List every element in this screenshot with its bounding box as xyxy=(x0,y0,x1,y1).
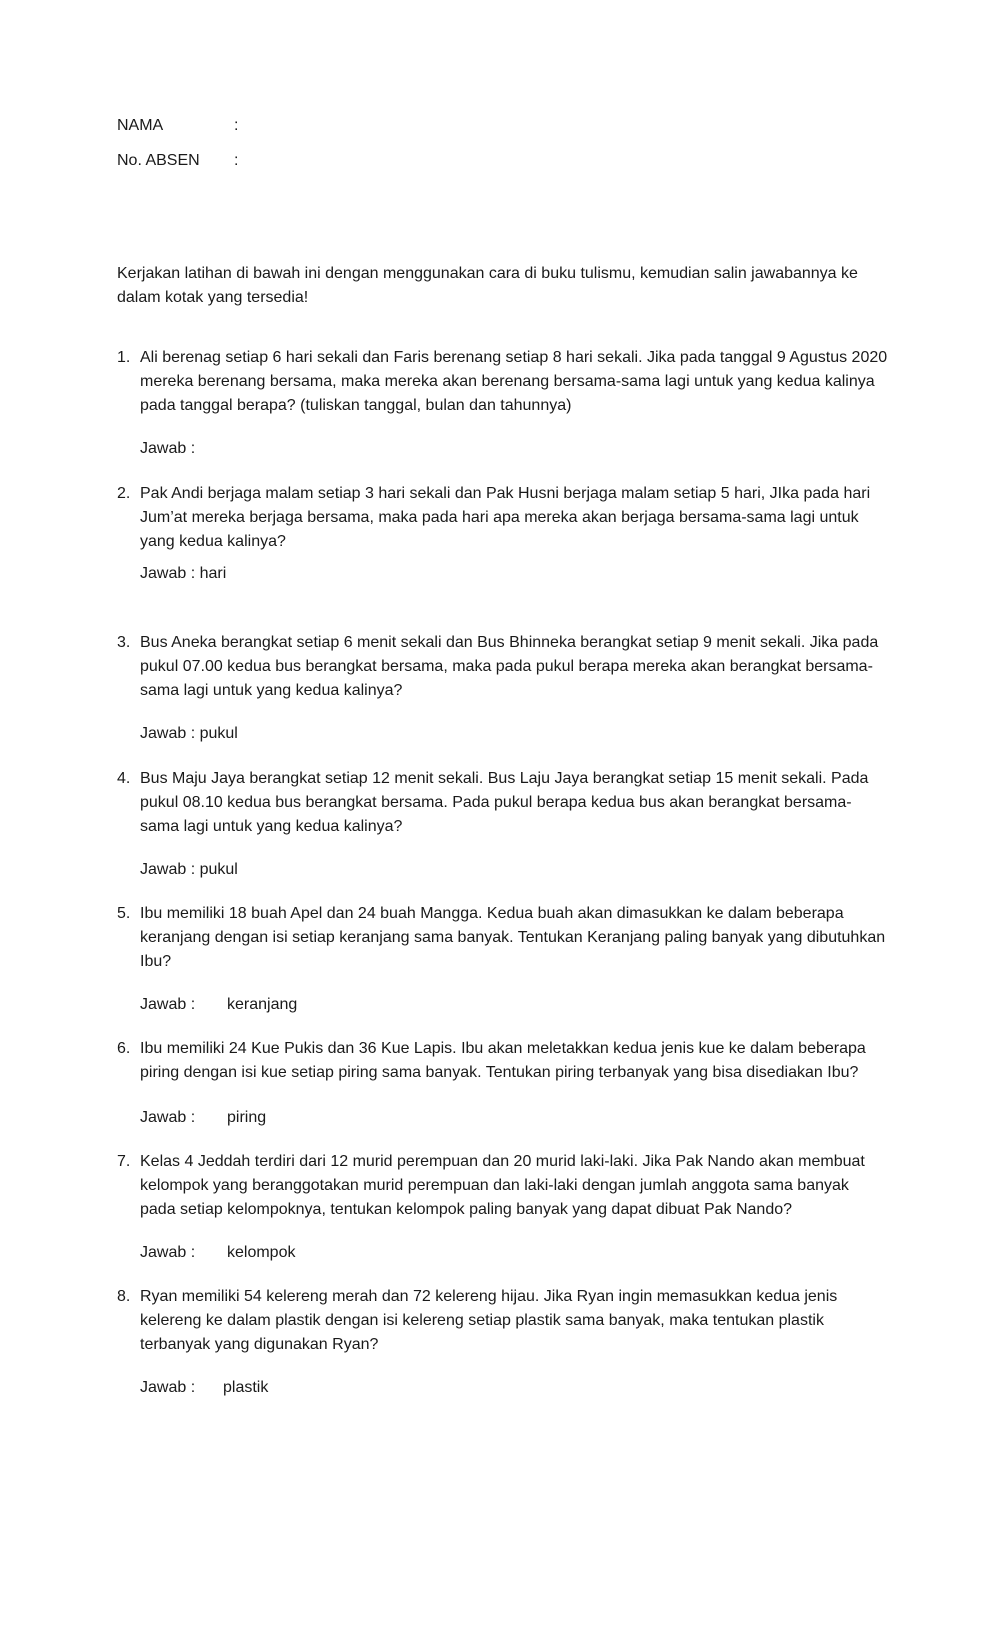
answer-label: Jawab : xyxy=(140,1244,196,1261)
question-text: Pak Andi berjaga malam setiap 3 hari sekali dan Pak Husni berjaga malam setiap 5 hari, JIka pada hari Jum’at mereka berjaga bersama, maka pada hari apa mereka akan berjaga bersama-sama lagi untuk yang kedua kalinya? xyxy=(140,485,871,550)
answer-line xyxy=(140,993,540,1017)
question-number: 7. xyxy=(117,1153,131,1170)
name-colon: : xyxy=(234,117,239,134)
answer-label: Jawab : xyxy=(140,440,196,457)
question-number: 5. xyxy=(117,905,131,922)
answer-unit: keranjang xyxy=(227,996,298,1013)
question-item xyxy=(117,1037,887,1085)
question-number: 8. xyxy=(117,1288,131,1305)
absen-field xyxy=(117,149,517,173)
question-text: Ibu memiliki 24 Kue Pukis dan 36 Kue Lapis. Ibu akan meletakkan kedua jenis kue ke dalam beberapa piring dengan isi kue setiap piring sama banyak. Tentukan piring terbanyak yang bisa disediakan Ibu? xyxy=(140,1040,866,1081)
answer-line xyxy=(140,1241,540,1265)
question-text: Ali berenag setiap 6 hari sekali dan Faris berenang setiap 8 hari sekali. Jika pada tanggal 9 Agustus 2020 mereka berenang bersama, maka mereka akan berenang bersama-sama lagi untuk yang kedua kalinya pada tanggal berapa? (tuliskan tanggal, bulan dan tahunnya) xyxy=(140,349,888,414)
question-item xyxy=(117,346,887,418)
answer-label: Jawab : pukul xyxy=(140,725,238,742)
question-text: Kelas 4 Jeddah terdiri dari 12 murid perempuan dan 20 murid laki-laki. Jika Pak Nando akan membuat kelompok yang beranggotakan murid perempuan dan laki-laki dengan jumlah anggota sama banyak pada setiap kelompoknya, tentukan kelompok paling banyak yang dapat dibuat Pak Nando? xyxy=(140,1153,865,1218)
question-text: Bus Aneka berangkat setiap 6 menit sekali dan Bus Bhinneka berangkat setiap 9 menit sekali. Jika pada pukul 07.00 kedua bus berangkat bersama, maka pada pukul berapa mereka akan berangkat bersama-sama lagi untuk yang kedua kalinya? xyxy=(140,634,879,699)
question-number: 1. xyxy=(117,349,131,366)
answer-label: Jawab : xyxy=(140,996,196,1013)
name-field xyxy=(117,114,517,138)
question-text: Ibu memiliki 18 buah Apel dan 24 buah Mangga. Kedua buah akan dimasukkan ke dalam beberapa keranjang dengan isi setiap keranjang sama banyak. Tentukan Keranjang paling banyak yang dibutuhkan Ibu? xyxy=(140,905,886,970)
answer-unit: kelompok xyxy=(227,1244,296,1261)
instruction-text: Kerjakan latihan di bawah ini dengan menggunakan cara di buku tulismu, kemudian salin jawabannya ke dalam kotak yang tersedia! xyxy=(117,265,858,306)
answer-label: Jawab : hari xyxy=(140,565,227,582)
answer-line xyxy=(140,562,540,586)
question-item xyxy=(117,902,887,974)
question-item xyxy=(117,767,887,839)
answer-line xyxy=(140,858,540,882)
question-item xyxy=(117,482,887,554)
answer-label: Jawab : xyxy=(140,1109,196,1126)
answer-label: Jawab : xyxy=(140,1379,196,1396)
answer-unit: plastik xyxy=(223,1379,269,1396)
answer-line xyxy=(140,722,540,746)
question-number: 6. xyxy=(117,1040,131,1057)
question-item xyxy=(117,1150,887,1222)
question-number: 4. xyxy=(117,770,131,787)
name-label: NAMA xyxy=(117,117,164,134)
absen-label: No. ABSEN xyxy=(117,152,200,169)
answer-line xyxy=(140,437,540,461)
question-number: 2. xyxy=(117,485,131,502)
answer-unit: piring xyxy=(227,1109,267,1126)
answer-line xyxy=(140,1376,540,1400)
absen-colon: : xyxy=(234,152,239,169)
answer-label: Jawab : pukul xyxy=(140,861,238,878)
question-item xyxy=(117,631,887,703)
answer-line xyxy=(140,1106,540,1130)
question-text: Ryan memiliki 54 kelereng merah dan 72 kelereng hijau. Jika Ryan ingin memasukkan kedua jenis kelereng ke dalam plastik dengan isi kelereng setiap plastik sama banyak, maka tentukan plastik terbanyak yang digunakan Ryan? xyxy=(140,1288,838,1353)
question-item xyxy=(117,1285,887,1357)
question-text: Bus Maju Jaya berangkat setiap 12 menit sekali. Bus Laju Jaya berangkat setiap 15 menit sekali. Pada pukul 08.10 kedua bus berangkat bersama. Pada pukul berapa kedua bus akan berangkat bersama-sama lagi untuk yang kedua kalinya? xyxy=(140,770,869,835)
question-number: 3. xyxy=(117,634,131,651)
